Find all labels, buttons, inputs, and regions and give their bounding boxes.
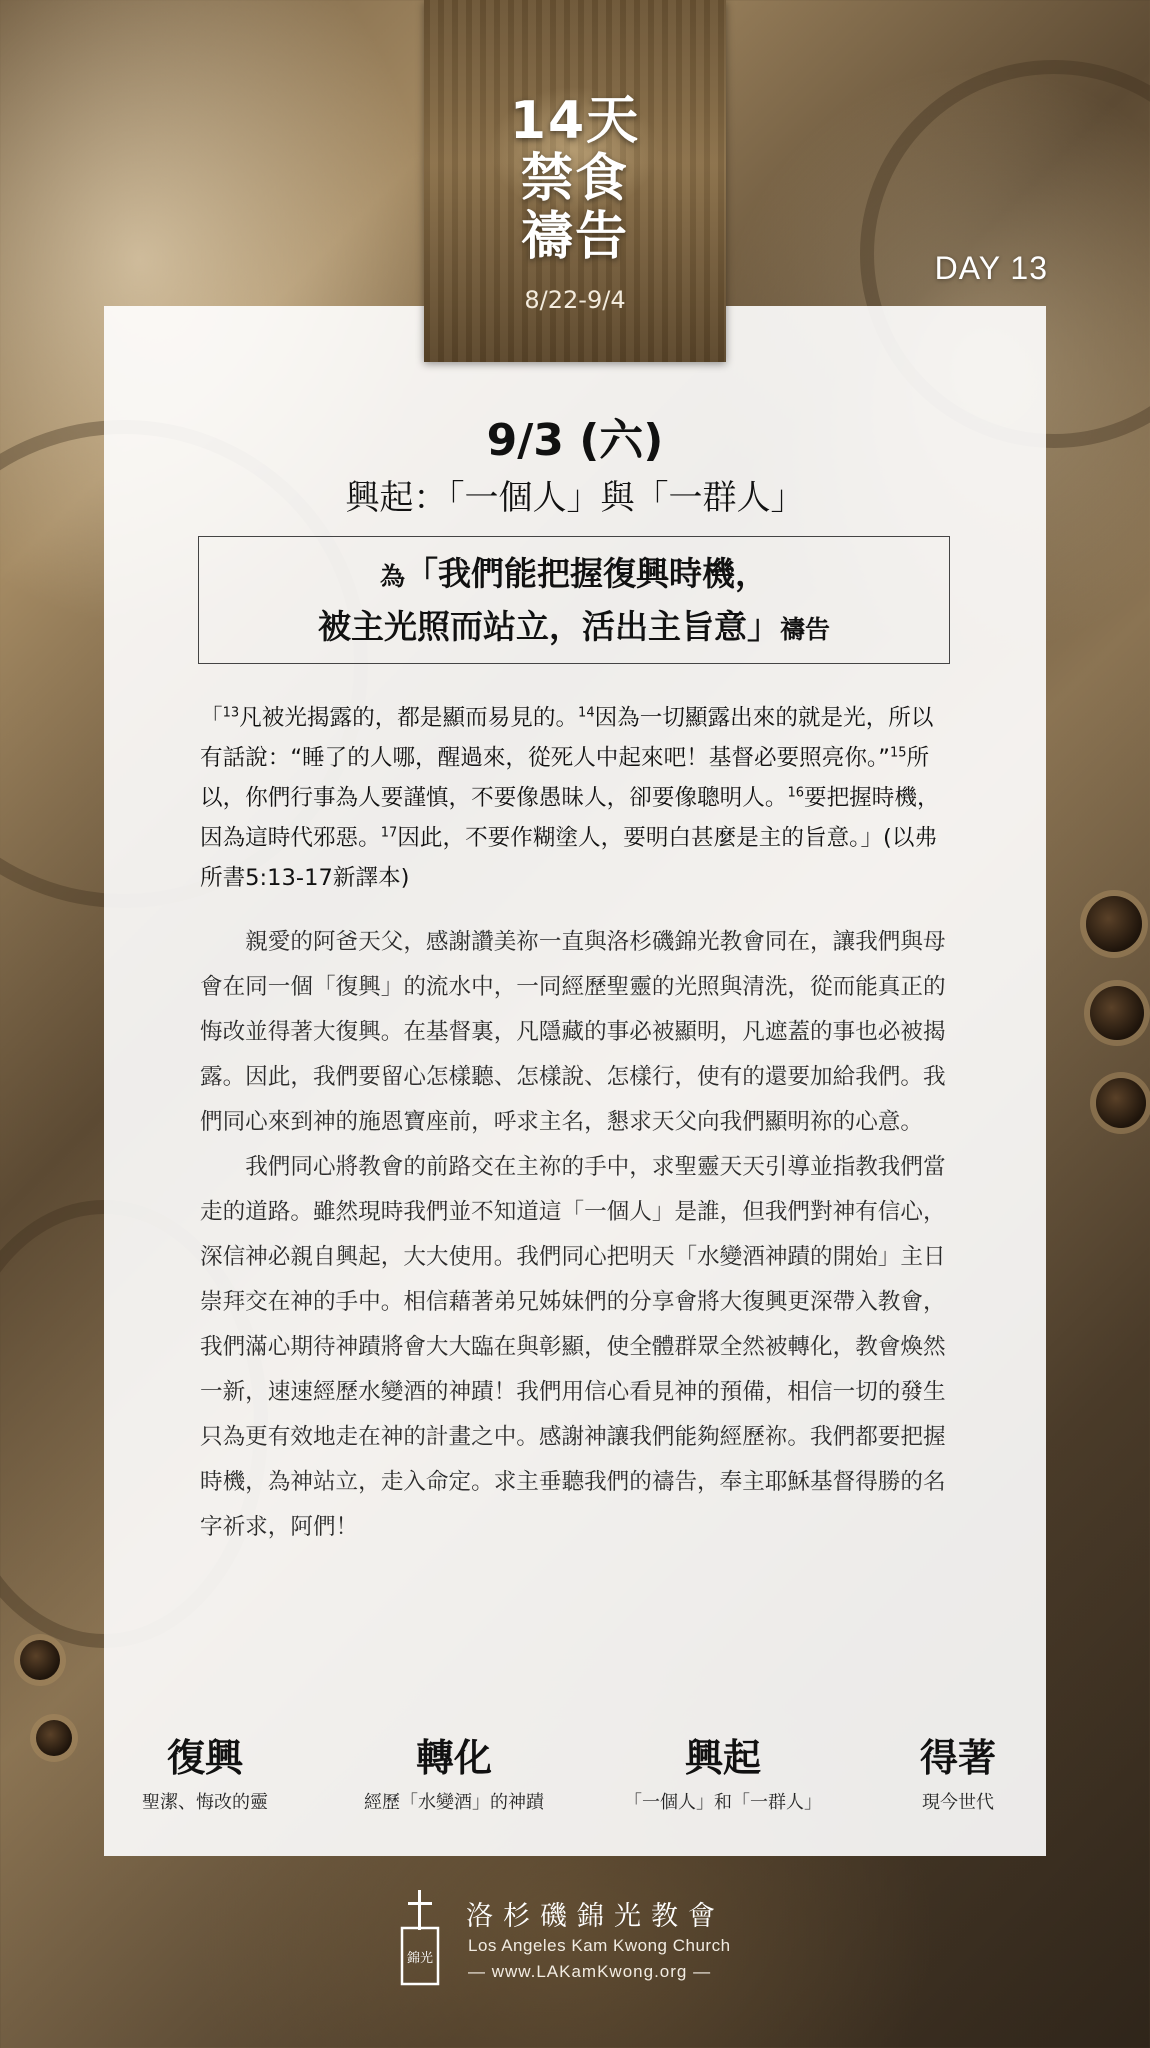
verse-text: 要把握時機，因為這時代邪惡。 bbox=[200, 785, 940, 851]
prayer-line bbox=[199, 549, 949, 602]
verse-text: 因此，不要作糊塗人，要明白甚麼是主的旨意。」(以弗所書5:13-17新譯本) bbox=[200, 825, 938, 891]
header-title-line: 14天 bbox=[509, 91, 641, 151]
verse-number: 16 bbox=[787, 785, 804, 801]
verse-number: 15 bbox=[889, 745, 907, 761]
pillar-subtitle: 現今世代 bbox=[922, 1792, 994, 1813]
prayer-line bbox=[199, 602, 949, 655]
verse-number: 14 bbox=[578, 705, 595, 721]
date-title: 9/3 (六) bbox=[486, 415, 664, 466]
header-title-line: 禱告 bbox=[520, 207, 629, 267]
prayer-paragraph: 親愛的阿爸天父，感謝讚美祢一直與洛杉磯錦光教會同在，讓我們與母會在同一個「復興」的流水中，一同經歷聖靈的光照與清洗，從而能真正的悔改並得著大復興。在基督裏，凡隱藏的事必被顯明，凡遮蓋的事也必被揭露。因此，我們要留心怎樣聽、怎樣說、怎樣行，使有的還要加給我們。我們同心來到神的施恩寶座前，呼求主名，懇求天父向我們顯明祢的心意。 bbox=[200, 929, 946, 1135]
verse-number: 13 bbox=[222, 705, 240, 721]
prayer-focus-box bbox=[198, 536, 950, 664]
pillar-item bbox=[354, 1734, 554, 1814]
header-dates: 8/22-9/4 bbox=[524, 286, 626, 314]
prayer-line2: 被主光照而站立，活出主旨意」 bbox=[317, 607, 780, 646]
prayer-body bbox=[200, 920, 952, 1550]
church-footer bbox=[0, 1888, 1150, 1998]
verse-number: 17 bbox=[380, 825, 398, 841]
poster-header-banner bbox=[424, 0, 726, 362]
pillar-title: 興起 bbox=[684, 1736, 761, 1780]
day-label: DAY 13 bbox=[934, 250, 1048, 286]
pillar-item bbox=[130, 1734, 280, 1814]
pillars-row bbox=[104, 1734, 1046, 1844]
pillar-subtitle: 「一個人」和「一群人」 bbox=[624, 1792, 822, 1813]
pillar-title: 轉化 bbox=[415, 1736, 492, 1780]
verse-text: 因為一切顯露出來的就是光，所以有話說：“睡了的人哪，醒過來，從死人中起來吧！基督必要照亮你。” bbox=[200, 705, 934, 771]
pillar-item bbox=[618, 1734, 828, 1814]
prayer-suffix: 禱告 bbox=[779, 615, 830, 644]
prayer-line1: 「我們能把握復興時機， bbox=[405, 554, 768, 593]
pillar-item bbox=[898, 1734, 1018, 1814]
logo-text: 錦光 bbox=[406, 1951, 434, 1966]
background-ornament bbox=[1096, 1078, 1146, 1128]
church-website-link[interactable]: — www.LAKamKwong.org — bbox=[468, 1962, 712, 1981]
prayer-prefix: 為 bbox=[379, 562, 405, 591]
church-name-chinese: 洛杉磯錦光教會 bbox=[466, 1901, 725, 1932]
verse-text: 所以，你們行事為人要謹慎，不要像愚昧人，卻要像聰明人。 bbox=[200, 745, 930, 811]
scripture-open-quote: 「 bbox=[200, 705, 223, 731]
pillar-subtitle: 聖潔、悔改的靈 bbox=[142, 1792, 268, 1813]
background-ornament bbox=[36, 1720, 72, 1756]
content-panel bbox=[104, 306, 1046, 1856]
pillar-title: 得著 bbox=[919, 1736, 996, 1780]
pillar-subtitle: 經歷「水變酒」的神蹟 bbox=[364, 1792, 544, 1813]
header-title-line: 禁食 bbox=[520, 149, 629, 209]
background-ornament bbox=[1090, 986, 1144, 1040]
prayer-paragraph: 我們同心將教會的前路交在主祢的手中，求聖靈天天引導並指教我們當走的道路。雖然現時我們並不知道這「一個人」是誰，但我們對神有信心，深信神必親自興起，大大使用。我們同心把明天「水變酒神蹟的開始」主日崇拜交在神的手中。相信藉著弟兄姊妹們的分享會將大復興更深帶入教會，我們滿心期待神蹟將會大大臨在與彰顯，使全體群眾全然被轉化，教會煥然一新，速速經歷水變酒的神蹟！我們用信心看見神的預備，相信一切的發生只為更有效地走在神的計畫之中。感謝神讓我們能夠經歷祢。我們都要把握時機，為神站立，走入命定。求主垂聽我們的禱告，奉主耶穌基督得勝的名字祈求，阿們！ bbox=[200, 1154, 946, 1540]
scripture-passage bbox=[200, 698, 952, 898]
background-ornament bbox=[20, 1640, 60, 1680]
header-title bbox=[424, 92, 726, 266]
pillar-title: 復興 bbox=[166, 1736, 243, 1780]
theme-title: 興起：「一個人」與「一群人」 bbox=[345, 478, 805, 518]
background-ornament bbox=[1086, 896, 1142, 952]
church-name-english: Los Angeles Kam Kwong Church bbox=[468, 1936, 731, 1955]
verse-text: 凡被光揭露的，都是顯而易見的。 bbox=[239, 705, 579, 731]
church-logo-icon bbox=[398, 1888, 442, 1988]
